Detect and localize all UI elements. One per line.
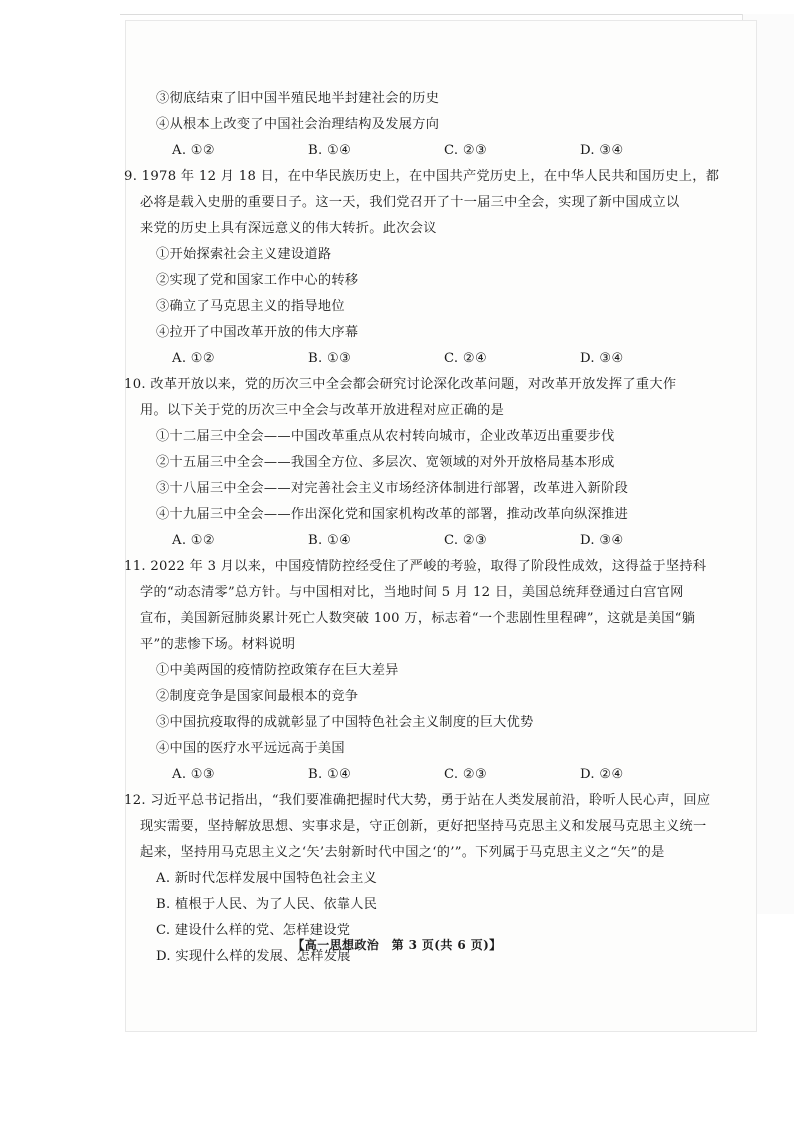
- q10-statement-3: ③十八届三中全会——对完善社会主义市场经济体制进行部署，改革进入新阶段: [156, 481, 629, 496]
- q10-option-c: C. ②③: [444, 533, 488, 548]
- q9-option-b: B. ①③: [308, 351, 352, 366]
- q11-option-d: D. ②④: [580, 767, 624, 782]
- q10-option-a: A. ①②: [172, 533, 216, 548]
- q10-stem-line-1: 10. 改革开放以来，党的历次三中全会都会研究讨论深化改革问题，对改革开放发挥了重大作: [124, 377, 677, 392]
- q8-option-c: C. ②③: [444, 143, 488, 158]
- q12-stem-line-1: 12. 习近平总书记指出，“我们要准确把握时代大势，勇于站在人类发展前沿，聆听人民心声，回应: [124, 793, 711, 808]
- q9-option-a: A. ①②: [172, 351, 216, 366]
- q9-option-d: D. ③④: [580, 351, 624, 366]
- footer-text: 【高一思想政治 第 3 页(共 6 页)】: [292, 938, 502, 952]
- q11-statement-4: ④中国的医疗水平远远高于美国: [156, 741, 345, 756]
- q12-stem-line-2: 现实需要，坚持解放思想、实事求是，守正创新，更好把坚持马克思主义和发展马克思主义统一: [140, 819, 707, 834]
- q11-stem-line-3: 宣布，美国新冠肺炎累计死亡人数突破 100 万，标志着“一个悲剧性里程碑”，这就是美国“躺: [140, 611, 696, 626]
- q10-options: [140, 528, 740, 554]
- q8-statement-4: ④从根本上改变了中国社会治理结构及发展方向: [156, 117, 440, 132]
- q11-options: [140, 762, 740, 788]
- q11-statement-2: ②制度竞争是国家间最根本的竞争: [156, 689, 359, 704]
- q9-statement-4: ④拉开了中国改革开放的伟大序幕: [156, 325, 359, 340]
- q11-option-a: A. ①③: [172, 767, 216, 782]
- q9-statement-3: ③确立了马克思主义的指导地位: [156, 299, 345, 314]
- q12-choice-b: B. 植根于人民、为了人民、依靠人民: [156, 897, 378, 912]
- q8-statement-3: ③彻底结束了旧中国半殖民地半封建社会的历史: [156, 91, 440, 106]
- q11-stem-line-2: 学的“动态清零”总方针。与中国相对比，当地时间 5 月 12 日，美国总统拜登通过白宫官网: [140, 585, 684, 600]
- q8-option-b: B. ①④: [308, 143, 352, 158]
- q11-option-c: C. ②③: [444, 767, 488, 782]
- q9-statement-1: ①开始探索社会主义建设道路: [156, 247, 332, 262]
- q12-choice-c: C. 建设什么样的党、怎样建设党: [156, 923, 351, 938]
- q8-options: [140, 138, 740, 164]
- q10-option-b: B. ①④: [308, 533, 352, 548]
- q9-stem-line-2: 必将是载入史册的重要日子。这一天，我们党召开了十一届三中全会，实现了新中国成立以: [140, 195, 680, 210]
- q11-statement-3: ③中国抗疫取得的成就彰显了中国特色社会主义制度的巨大优势: [156, 715, 534, 730]
- q10-option-d: D. ③④: [580, 533, 624, 548]
- q12-stem-line-3: 起来，坚持用马克思主义之‘矢’去射新时代中国之‘的’”。下列属于马克思主义之“矢”的是: [140, 845, 665, 860]
- page-footer: [0, 936, 794, 953]
- q11-stem-line-1: 11. 2022 年 3 月以来，中国疫情防控经受住了严峻的考验，取得了阶段性成效，这得益于坚持科: [124, 559, 707, 574]
- q11-stem-line-4: 平”的悲惨下场。材料说明: [140, 637, 296, 652]
- scan-edge-top: [120, 0, 794, 15]
- q9-stem-line-1: 9. 1978 年 12 月 18 日，在中华民族历史上，在中国共产党历史上，在中华人民共和国历史上，都: [124, 169, 720, 184]
- q12-choice-d: D. 实现什么样的发展、怎样发展: [156, 949, 351, 964]
- q10-statement-1: ①十二届三中全会——中国改革重点从农村转向城市，企业改革迈出重要步伐: [156, 429, 615, 444]
- q8-option-d: D. ③④: [580, 143, 624, 158]
- q9-stem-line-3: 来党的历史上具有深远意义的伟大转折。此次会议: [140, 221, 437, 236]
- q11-statement-1: ①中美两国的疫情防控政策存在巨大差异: [156, 663, 399, 678]
- exam-content: [124, 86, 740, 970]
- q10-statement-2: ②十五届三中全会——我国全方位、多层次、宽领域的对外开放格局基本形成: [156, 455, 615, 470]
- q9-option-c: C. ②④: [444, 351, 488, 366]
- q9-statement-2: ②实现了党和国家工作中心的转移: [156, 273, 359, 288]
- q12-choice-a: A. 新时代怎样发展中国特色社会主义: [156, 871, 378, 886]
- q9-options: [140, 346, 740, 372]
- q10-statement-4: ④十九届三中全会——作出深化党和国家机构改革的部署，推动改革向纵深推进: [156, 507, 629, 522]
- q8-option-a: A. ①②: [172, 143, 216, 158]
- q10-stem-line-2: 用。以下关于党的历次三中全会与改革开放进程对应正确的是: [140, 403, 505, 418]
- q11-option-b: B. ①④: [308, 767, 352, 782]
